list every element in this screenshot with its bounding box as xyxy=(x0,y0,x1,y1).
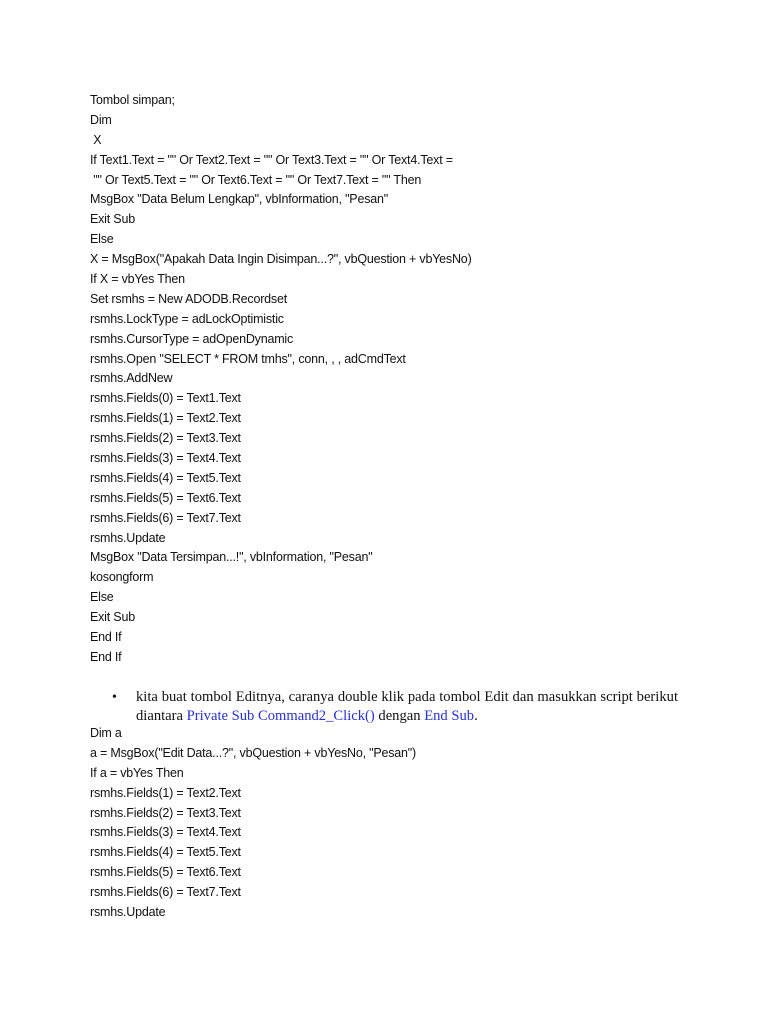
code-line: Dim xyxy=(90,112,112,127)
code-line: rsmhs.LockType = adLockOptimistic xyxy=(90,311,284,326)
code-line: Exit Sub xyxy=(90,212,135,227)
code-line: rsmhs.Fields(4) = Text5.Text xyxy=(90,470,241,485)
code-line: Tombol simpan; xyxy=(90,93,175,107)
code-line: rsmhs.Fields(6) = Text7.Text xyxy=(90,885,241,900)
code-line: If a = vbYes Then xyxy=(90,765,184,780)
code-line: Else xyxy=(90,232,114,247)
code-line: X = MsgBox("Apakah Data Ingin Disimpan...?", vbQuestion + vbYesNo) xyxy=(90,252,472,267)
code-line: "" Or Text5.Text = "" Or Text6.Text = "" Or Text7.Text = "" Then xyxy=(90,172,422,187)
code-line: If Text1.Text = "" Or Text2.Text = "" Or Text3.Text = "" Or Text4.Text = xyxy=(90,152,453,167)
code-line: rsmhs.Fields(5) = Text6.Text xyxy=(90,490,241,505)
bullet-icon: • xyxy=(112,690,117,705)
bullet-text-before: kita buat tombol Editnya, caranya double klik pada tombol Edit dan masukkan script berikut diantara xyxy=(136,689,678,724)
code-line: Dim a xyxy=(90,726,122,740)
code-line: rsmhs.Fields(1) = Text2.Text xyxy=(90,785,241,800)
code-line: rsmhs.Fields(4) = Text5.Text xyxy=(90,845,241,860)
code-line: End If xyxy=(90,630,122,645)
code-line: rsmhs.Fields(0) = Text1.Text xyxy=(90,391,241,406)
code-line: kosongform xyxy=(90,570,154,585)
keyword-private-sub: Private Sub Command2_Click() xyxy=(186,708,375,724)
code-line: rsmhs.CursorType = adOpenDynamic xyxy=(90,331,294,346)
code-line: rsmhs.Fields(1) = Text2.Text xyxy=(90,411,241,426)
keyword-end-sub: End Sub xyxy=(424,708,475,724)
bullet-paragraph xyxy=(112,688,678,726)
code-line: MsgBox "Data Belum Lengkap", vbInformation, "Pesan" xyxy=(90,192,388,207)
code-line: rsmhs.Update xyxy=(90,530,166,545)
code-line: Exit Sub xyxy=(90,610,135,625)
bullet-text xyxy=(136,688,678,726)
code-block-edit xyxy=(90,724,690,923)
code-line: rsmhs.Fields(2) = Text3.Text xyxy=(90,805,241,820)
code-line: End If xyxy=(90,649,122,664)
code-line: rsmhs.Fields(5) = Text6.Text xyxy=(90,865,241,880)
code-line: rsmhs.Fields(6) = Text7.Text xyxy=(90,510,241,525)
code-line: MsgBox "Data Tersimpan...!", vbInformation, "Pesan" xyxy=(90,550,373,565)
code-line: rsmhs.Fields(3) = Text4.Text xyxy=(90,825,241,840)
code-line: rsmhs.Update xyxy=(90,905,166,920)
code-line: Set rsmhs = New ADODB.Recordset xyxy=(90,291,287,306)
bullet-text-after: . xyxy=(474,708,478,724)
code-line: rsmhs.Open "SELECT * FROM tmhs", conn, , , adCmdText xyxy=(90,351,406,366)
code-line: rsmhs.Fields(2) = Text3.Text xyxy=(90,431,241,446)
code-line: a = MsgBox("Edit Data...?", vbQuestion + vbYesNo, "Pesan") xyxy=(90,745,416,760)
code-line: X xyxy=(90,132,102,147)
bullet-text-middle: dengan xyxy=(374,708,425,724)
code-line: rsmhs.Fields(3) = Text4.Text xyxy=(90,451,241,466)
code-block-simpan xyxy=(90,91,690,668)
code-line: If X = vbYes Then xyxy=(90,272,185,287)
code-line: Else xyxy=(90,590,114,605)
code-line: rsmhs.AddNew xyxy=(90,371,173,386)
